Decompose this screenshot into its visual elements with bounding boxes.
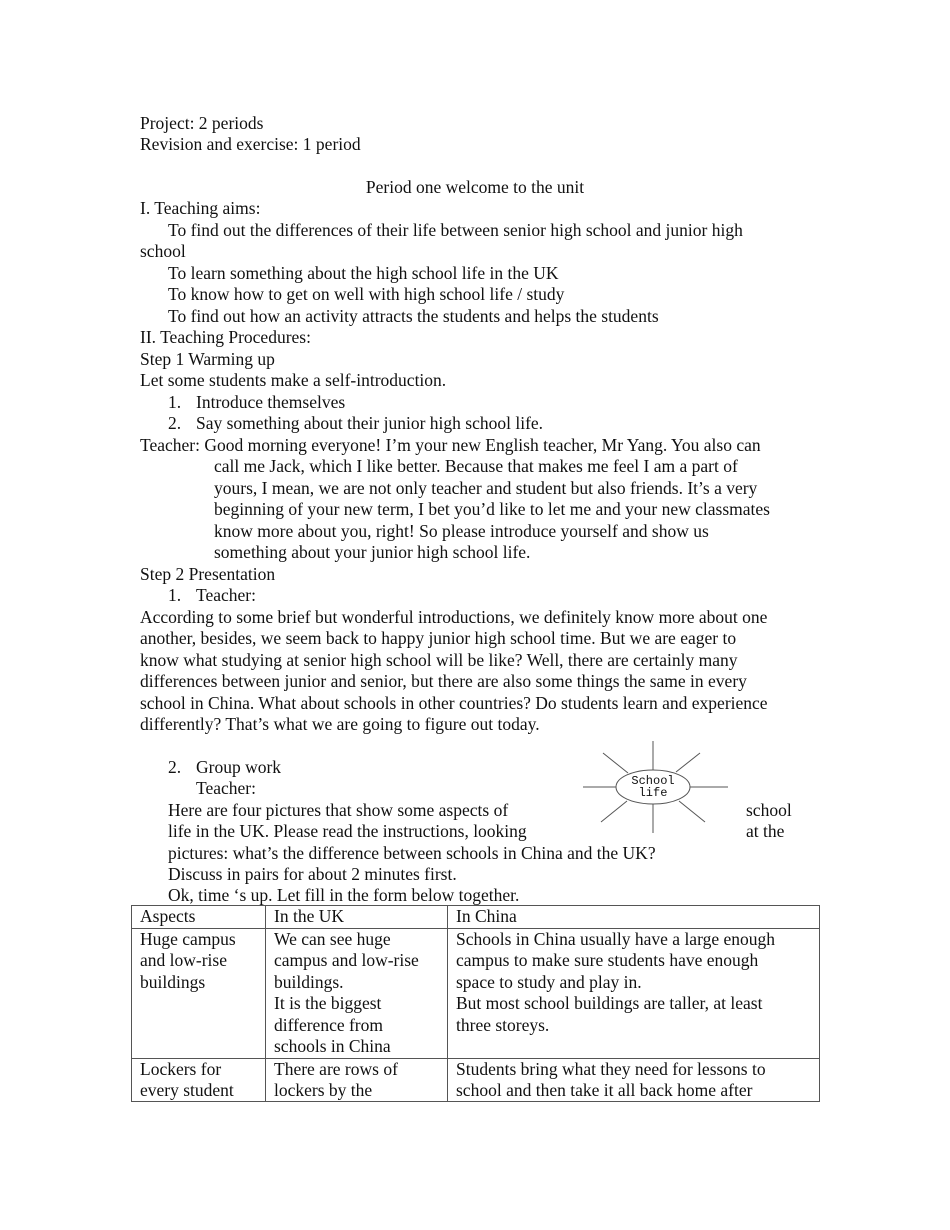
step2-heading: Step 2 Presentation: [140, 564, 276, 584]
teacher-greeting-line-1: Teacher: Good morning everyone! I’m your new English teacher, Mr Yang. You also can: [140, 435, 761, 455]
group-work-line-4: Discuss in pairs for about 2 minutes first.: [168, 864, 457, 884]
presentation-paragraph-line-2: another, besides, we seem back to happy junior high school time. But we are eager to: [140, 628, 737, 648]
cell-line: There are rows of: [274, 1058, 398, 1079]
cell-aspect: [132, 928, 266, 1058]
revision-periods: Revision and exercise: 1 period: [140, 134, 361, 154]
cell-line: Huge campus: [140, 928, 236, 949]
aim-2: To learn something about the high school life in the UK: [168, 263, 559, 283]
step1-list-item-1: Introduce themselves: [196, 392, 346, 412]
cell-line: and low-rise: [140, 950, 227, 970]
step1-list-item-2: Say something about their junior high school life.: [196, 413, 544, 433]
cell-uk: [266, 1058, 448, 1101]
cell-line: campus and low-rise: [274, 950, 419, 970]
teacher-greeting-line-5: know more about you, right! So please introduce yourself and show us: [214, 521, 709, 541]
group-work-line-5: Ok, time ‘s up. Let fill in the form below together.: [168, 885, 520, 905]
aim-1-continued: school: [140, 241, 186, 261]
group-work-teacher-label: Teacher:: [196, 778, 256, 798]
group-work-line-1: Here are four pictures that show some aspects of: [168, 800, 509, 820]
cell-line: Schools in China usually have a large enough: [456, 928, 775, 949]
step1-list-number-1: 1.: [168, 392, 182, 412]
group-work-line-1-end: school: [746, 800, 792, 820]
step2-item2-label: Group work: [196, 757, 282, 777]
cell-line: three storeys.: [456, 1014, 550, 1035]
cell-line: schools in China: [274, 1036, 391, 1056]
group-work-line-2-end: at the: [746, 821, 785, 841]
table-row: [132, 928, 820, 1058]
teacher-greeting-line-4: beginning of your new term, I bet you’d like to let me and your new classmates: [214, 499, 770, 519]
school-life-diagram: [575, 738, 735, 838]
cell-line: every student: [140, 1080, 234, 1100]
cell-line: school and then take it all back home after: [456, 1080, 753, 1100]
teaching-aims-heading: I. Teaching aims:: [140, 198, 261, 218]
group-work-line-2: life in the UK. Please read the instructions, looking: [168, 821, 527, 841]
teacher-greeting-line-6: something about your junior high school life.: [214, 542, 531, 562]
cell-uk: [266, 928, 448, 1058]
header-in-the-uk: In the UK: [266, 906, 448, 929]
presentation-paragraph-line-5: school in China. What about schools in other countries? Do students learn and experience: [140, 693, 768, 713]
comparison-table: [131, 905, 820, 1102]
header-in-china: In China: [448, 906, 820, 929]
step2-item2-number: 2.: [168, 757, 182, 777]
cell-line: Students bring what they need for lessons to: [456, 1058, 766, 1079]
cell-line: lockers by the: [274, 1080, 373, 1100]
cell-china: [448, 1058, 820, 1101]
cell-aspect: [132, 1058, 266, 1101]
cell-line: It is the biggest: [274, 993, 382, 1013]
step1-heading: Step 1 Warming up: [140, 349, 275, 369]
table-header-row: [132, 906, 820, 929]
cell-line: space to study and play in.: [456, 971, 642, 992]
header-aspects: Aspects: [132, 906, 266, 929]
cell-line: campus to make sure students have enough: [456, 950, 759, 970]
aim-1: To find out the differences of their life between senior high school and junior high: [168, 220, 743, 240]
step1-list-number-2: 2.: [168, 413, 182, 433]
presentation-paragraph-line-3: know what studying at senior high school will be like? Well, there are certainly many: [140, 650, 738, 670]
step2-item1-number: 1.: [168, 585, 182, 605]
step2-item1-label: Teacher:: [196, 585, 256, 605]
teaching-procedures-heading: II. Teaching Procedures:: [140, 327, 311, 347]
teacher-greeting-line-3: yours, I mean, we are not only teacher and student but also friends. It’s a very: [214, 478, 758, 498]
cell-line: We can see huge: [274, 928, 391, 949]
cell-line: But most school buildings are taller, at least: [456, 993, 763, 1013]
aim-4: To find out how an activity attracts the students and helps the students: [168, 306, 659, 326]
project-periods: Project: 2 periods: [140, 113, 264, 133]
presentation-paragraph-line-1: According to some brief but wonderful introductions, we definitely know more about one: [140, 607, 768, 627]
step1-intro: Let some students make a self-introduction.: [140, 370, 447, 390]
diagram-label-life: life: [638, 786, 668, 800]
presentation-paragraph-line-4: differences between junior and senior, but there are also some things the same in every: [140, 671, 747, 691]
group-work-line-3: pictures: what’s the difference between schools in China and the UK?: [168, 843, 656, 863]
cell-line: buildings.: [274, 971, 344, 992]
cell-china: [448, 928, 820, 1058]
diagram-label-school: School: [631, 774, 675, 788]
table-row: [132, 1058, 820, 1101]
teacher-greeting-line-2: call me Jack, which I like better. Because that makes me feel I am a part of: [214, 456, 738, 476]
presentation-paragraph-line-6: differently? That’s what we are going to figure out today.: [140, 714, 540, 734]
cell-line: difference from: [274, 1014, 383, 1035]
cell-line: Lockers for: [140, 1058, 222, 1079]
cell-line: buildings: [140, 971, 206, 992]
aim-3: To know how to get on well with high school life / study: [168, 284, 565, 304]
period-title: Period one welcome to the unit: [365, 177, 585, 197]
